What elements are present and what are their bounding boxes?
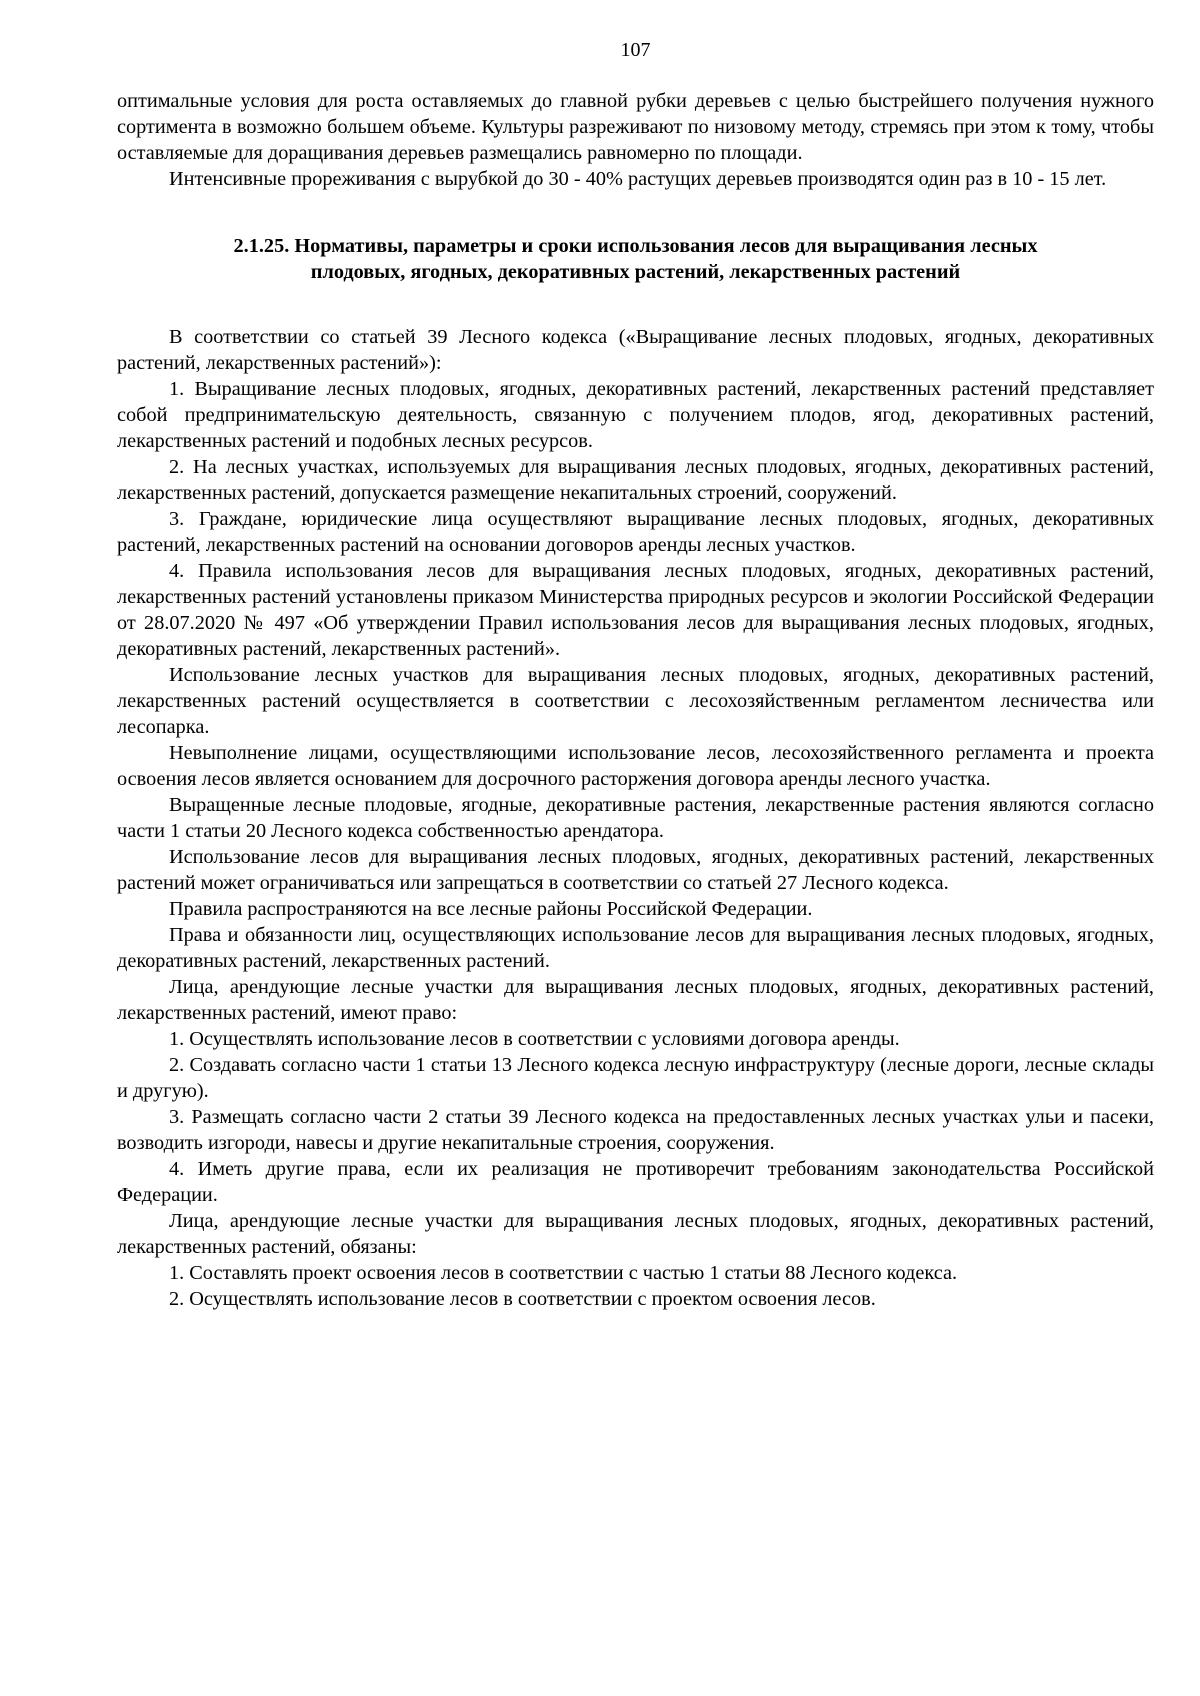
paragraph: Правила распространяются на все лесные районы Российской Федерации. xyxy=(169,898,813,920)
paragraph: Лица, арендующие лесные участки для выращивания лесных плодовых, ягодных, декоративных растений, лекарственных растений, обязаны: xyxy=(117,1210,1154,1258)
list-item: 2. Создавать согласно части 1 статьи 13 Лесного кодекса лесную инфраструктуру (лесные дороги, лесные склады и другую). xyxy=(117,1054,1154,1102)
list-item: 1. Составлять проект освоения лесов в соответствии с частью 1 статьи 88 Лесного кодекса. xyxy=(169,1262,958,1284)
list-item: 1. Выращивание лесных плодовых, ягодных, декоративных растений, лекарственных растений представляет собой предпринимательскую деятельность, связанную с получением плодов, ягод, декоративных растений, лекарственных растений и подобных лесных ресурсов. xyxy=(117,378,1154,452)
section-heading-line: 2.1.25. Нормативы, параметры и сроки использования лесов для выращивания лесных xyxy=(233,235,1038,257)
paragraph: Права и обязанности лиц, осуществляющих использование лесов для выращивания лесных плодовых, ягодных, декоративных растений, лекарственных растений. xyxy=(117,924,1154,972)
paragraph: Выращенные лесные плодовые, ягодные, декоративные растения, лекарственные растения являются согласно части 1 статьи 20 Лесного кодекса собственностью арендатора. xyxy=(117,794,1154,842)
list-item: 2. Осуществлять использование лесов в соответствии с проектом освоения лесов. xyxy=(169,1288,876,1310)
page-number: 107 xyxy=(620,39,651,61)
list-item: 3. Граждане, юридические лица осуществляют выращивание лесных плодовых, ягодных, декоративных растений, лекарственных растений на основании договоров аренды лесных участков. xyxy=(117,508,1154,556)
paragraph: оптимальные условия для роста оставляемых до главной рубки деревьев с целью быстрейшего получения нужного сортимента в возможно большем объеме. Культуры разреживают по низовому методу, стремясь при этом к тому, чтобы оставляемые для доращивания деревьев размещались равномерно по площади. xyxy=(117,90,1154,164)
paragraph: В соответствии со статьей 39 Лесного кодекса («Выращивание лесных плодовых, ягодных, декоративных растений, лекарственных растений»): xyxy=(117,326,1154,374)
paragraph: Использование лесов для выращивания лесных плодовых, ягодных, декоративных растений, лекарственных растений может ограничиваться или запрещаться в соответствии со статьей 27 Лесного кодекса. xyxy=(117,846,1154,894)
paragraph: Интенсивные прореживания с вырубкой до 30 - 40% растущих деревьев производятся один раз в 10 - 15 лет. xyxy=(169,168,1107,190)
section-heading-line: плодовых, ягодных, декоративных растений, лекарственных растений xyxy=(310,261,961,283)
list-item: 4. Иметь другие права, если их реализация не противоречит требованиям законодательства Российской Федерации. xyxy=(117,1158,1154,1206)
list-item: 4. Правила использования лесов для выращивания лесных плодовых, ягодных, декоративных растений, лекарственных растений установлены приказом Министерства природных ресурсов и экологии Российской Федерации от 28.07.2020 № 497 «Об утверждении Правил использования лесов для выращивания лесных плодовых, ягодных, декоративных растений, лекарственных растений». xyxy=(117,560,1154,660)
document-page xyxy=(117,0,1154,1696)
list-item: 2. На лесных участках, используемых для выращивания лесных плодовых, ягодных, декоративных растений, лекарственных растений, допускается размещение некапитальных строений, сооружений. xyxy=(117,456,1154,504)
list-item: 1. Осуществлять использование лесов в соответствии с условиями договора аренды. xyxy=(169,1028,900,1050)
paragraph: Невыполнение лицами, осуществляющими использование лесов, лесохозяйственного регламента и проекта освоения лесов является основанием для досрочного расторжения договора аренды лесного участка. xyxy=(117,742,1154,790)
section-heading xyxy=(117,233,1154,285)
document-body xyxy=(117,88,1154,1312)
list-item: 3. Размещать согласно части 2 статьи 39 Лесного кодекса на предоставленных лесных участках ульи и пасеки, возводить изгороди, навесы и другие некапитальные строения, сооружения. xyxy=(117,1106,1154,1154)
paragraph: Использование лесных участков для выращивания лесных плодовых, ягодных, декоративных растений, лекарственных растений осуществляется в соответствии с лесохозяйственным регламентом лесничества или лесопарка. xyxy=(117,664,1154,738)
paragraph: Лица, арендующие лесные участки для выращивания лесных плодовых, ягодных, декоративных растений, лекарственных растений, имеют право: xyxy=(117,976,1154,1024)
